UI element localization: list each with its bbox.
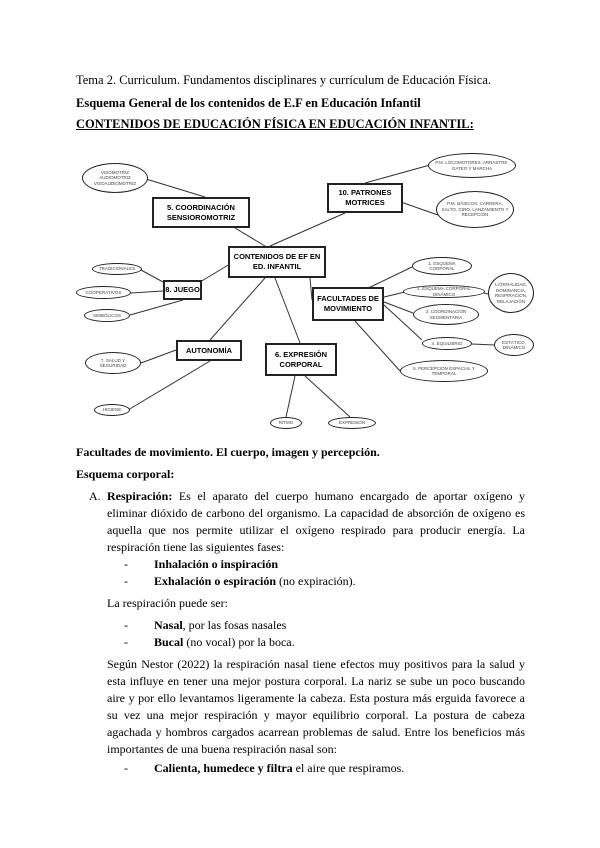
type-1-label: Nasal	[154, 618, 183, 632]
oval-facultad-2: 2. ESQUEMA CORPORAL DINÁMICO	[403, 285, 485, 298]
dash: -	[124, 574, 128, 588]
phase-2-label: Exhalación o espiración	[154, 574, 277, 588]
content-map-diagram	[0, 145, 600, 440]
type-2-label: Bucal	[154, 635, 184, 649]
node-autonomia: AUTONOMÍA	[176, 340, 242, 361]
oval-coordination-types: VISOMOTRIZ AUDIOMOTRIZ VISOAUDIOMOTRIZ	[82, 163, 148, 193]
respiracion-term: Respiración:	[107, 489, 173, 503]
oval-patrones-locomotores: P.M. LOCOMOTORES: ARRASTRE, GATEO Y MARCHA	[428, 153, 516, 178]
oval-facultad-1: 1. ESQUEMA CORPORAL	[412, 257, 472, 275]
type-1	[76, 617, 525, 634]
document-topic: Tema 2. Curriculum. Fundamentos disciplinares y currículum de Educación Física.	[76, 73, 491, 87]
phase-2	[76, 573, 525, 590]
subsection-title: Esquema corporal:	[76, 467, 175, 481]
oval-facultad-4-sub: ESTÁTICO, DINÁMICO	[494, 334, 534, 356]
benefit-1-label: Calienta, humedece y filtra	[154, 761, 293, 775]
phase-1	[76, 556, 525, 573]
types-intro: La respiración puede ser:	[107, 596, 228, 610]
nestor-paragraph: Según Nestor (2022) la respiración nasal tiene efectos muy positivos para la salud y esta influye en tener una mejor postura corporal. La nariz se sube un poco buscando aire y por ello levantamos ligeramente la cabeza. Esta postura más erguida favorece a su vez una mejor respiración y mayor equilibrio corporal. La postura de cabeza agachada y hombros cargados acarrean problemas de salud. Entre los beneficios más importantes de una buena respiración nasal son:	[107, 657, 525, 756]
section-title: Facultades de movimiento. El cuerpo, imagen y percepción.	[76, 445, 380, 459]
type-2-note: (no vocal) por la boca.	[183, 635, 295, 649]
node-juego: 8. JUEGO	[163, 280, 202, 300]
dash: -	[124, 635, 128, 649]
oval-higiene: HIGIENE	[94, 404, 130, 416]
oval-salud: 7. SALUD Y SEGURIDAD	[85, 352, 141, 374]
node-patrones-motrices: 10. PATRONES MOTRICES	[327, 183, 403, 213]
phase-1-label: Inhalación o inspiración	[154, 557, 279, 571]
type-1-note: , por las fosas nasales	[182, 618, 287, 632]
oval-juego-2: COOPERATIVOS	[76, 286, 131, 299]
node-coordinacion-sensoriomotriz: 5. COORDINACIÓN SENSIOROMOTRIZ	[152, 197, 250, 228]
benefit-1-note: el aire que respiramos.	[292, 761, 405, 775]
dash: -	[124, 618, 128, 632]
respiracion-text: Es el aparato del cuerpo humano encargado de aportar oxígeno y eliminar dióxido de carbono del organismo. La capacidad de absorción de oxígeno es aquella que nos permite utilizar el oxígeno respirado para producir energía. La respiración tiene las siguientes fases:	[107, 489, 525, 554]
oval-facultad-3: 3. COORDINACIÓN SEGMENTARIA	[413, 304, 479, 325]
node-expresion-corporal: 6. EXPRESIÓN CORPORAL	[265, 343, 337, 376]
respiracion-item	[76, 488, 525, 556]
type-2	[76, 634, 525, 651]
oval-facultad-5: 5. PERCEPCIÓN ESPACIAL Y TEMPORAL	[400, 360, 488, 382]
scheme-title: Esquema General de los contenidos de E.F en Educación Infantil	[76, 96, 421, 110]
node-facultades-movimiento: FACULTADES DE MOVIMIENTO	[312, 287, 384, 321]
benefit-1	[76, 760, 525, 777]
oval-facultad-4: 4. EQUILIBRIO	[422, 337, 472, 350]
oval-facultad-2-sub: LATERALIDAD, DOMINANCIA, RESPIRACIÓN, RELAJACIÓN	[488, 273, 534, 313]
oval-expresion-2: EXPRESIÓN	[328, 417, 376, 429]
oval-expresion-1: RITMO	[270, 417, 302, 429]
node-center-contenidos: CONTENIDOS DE EF EN ED. INFANTIL	[228, 246, 326, 278]
oval-juego-3: SIMBÓLICOS	[84, 309, 130, 322]
oval-juego-1: TRADICIONALES	[92, 263, 142, 275]
dash: -	[124, 557, 128, 571]
oval-patrones-basicos: P.M. BÁSICOS: CARRERA, SALTO, GIRO, LANZAMIENTO Y RECEPCIÓN	[436, 191, 514, 228]
list-letter: A.	[89, 489, 101, 503]
dash: -	[124, 761, 128, 775]
main-title: CONTENIDOS DE EDUCACIÓN FÍSICA EN EDUCACIÓN INFANTIL:	[76, 117, 474, 131]
phase-2-note: (no expiración).	[276, 574, 356, 588]
document-body	[76, 444, 525, 777]
